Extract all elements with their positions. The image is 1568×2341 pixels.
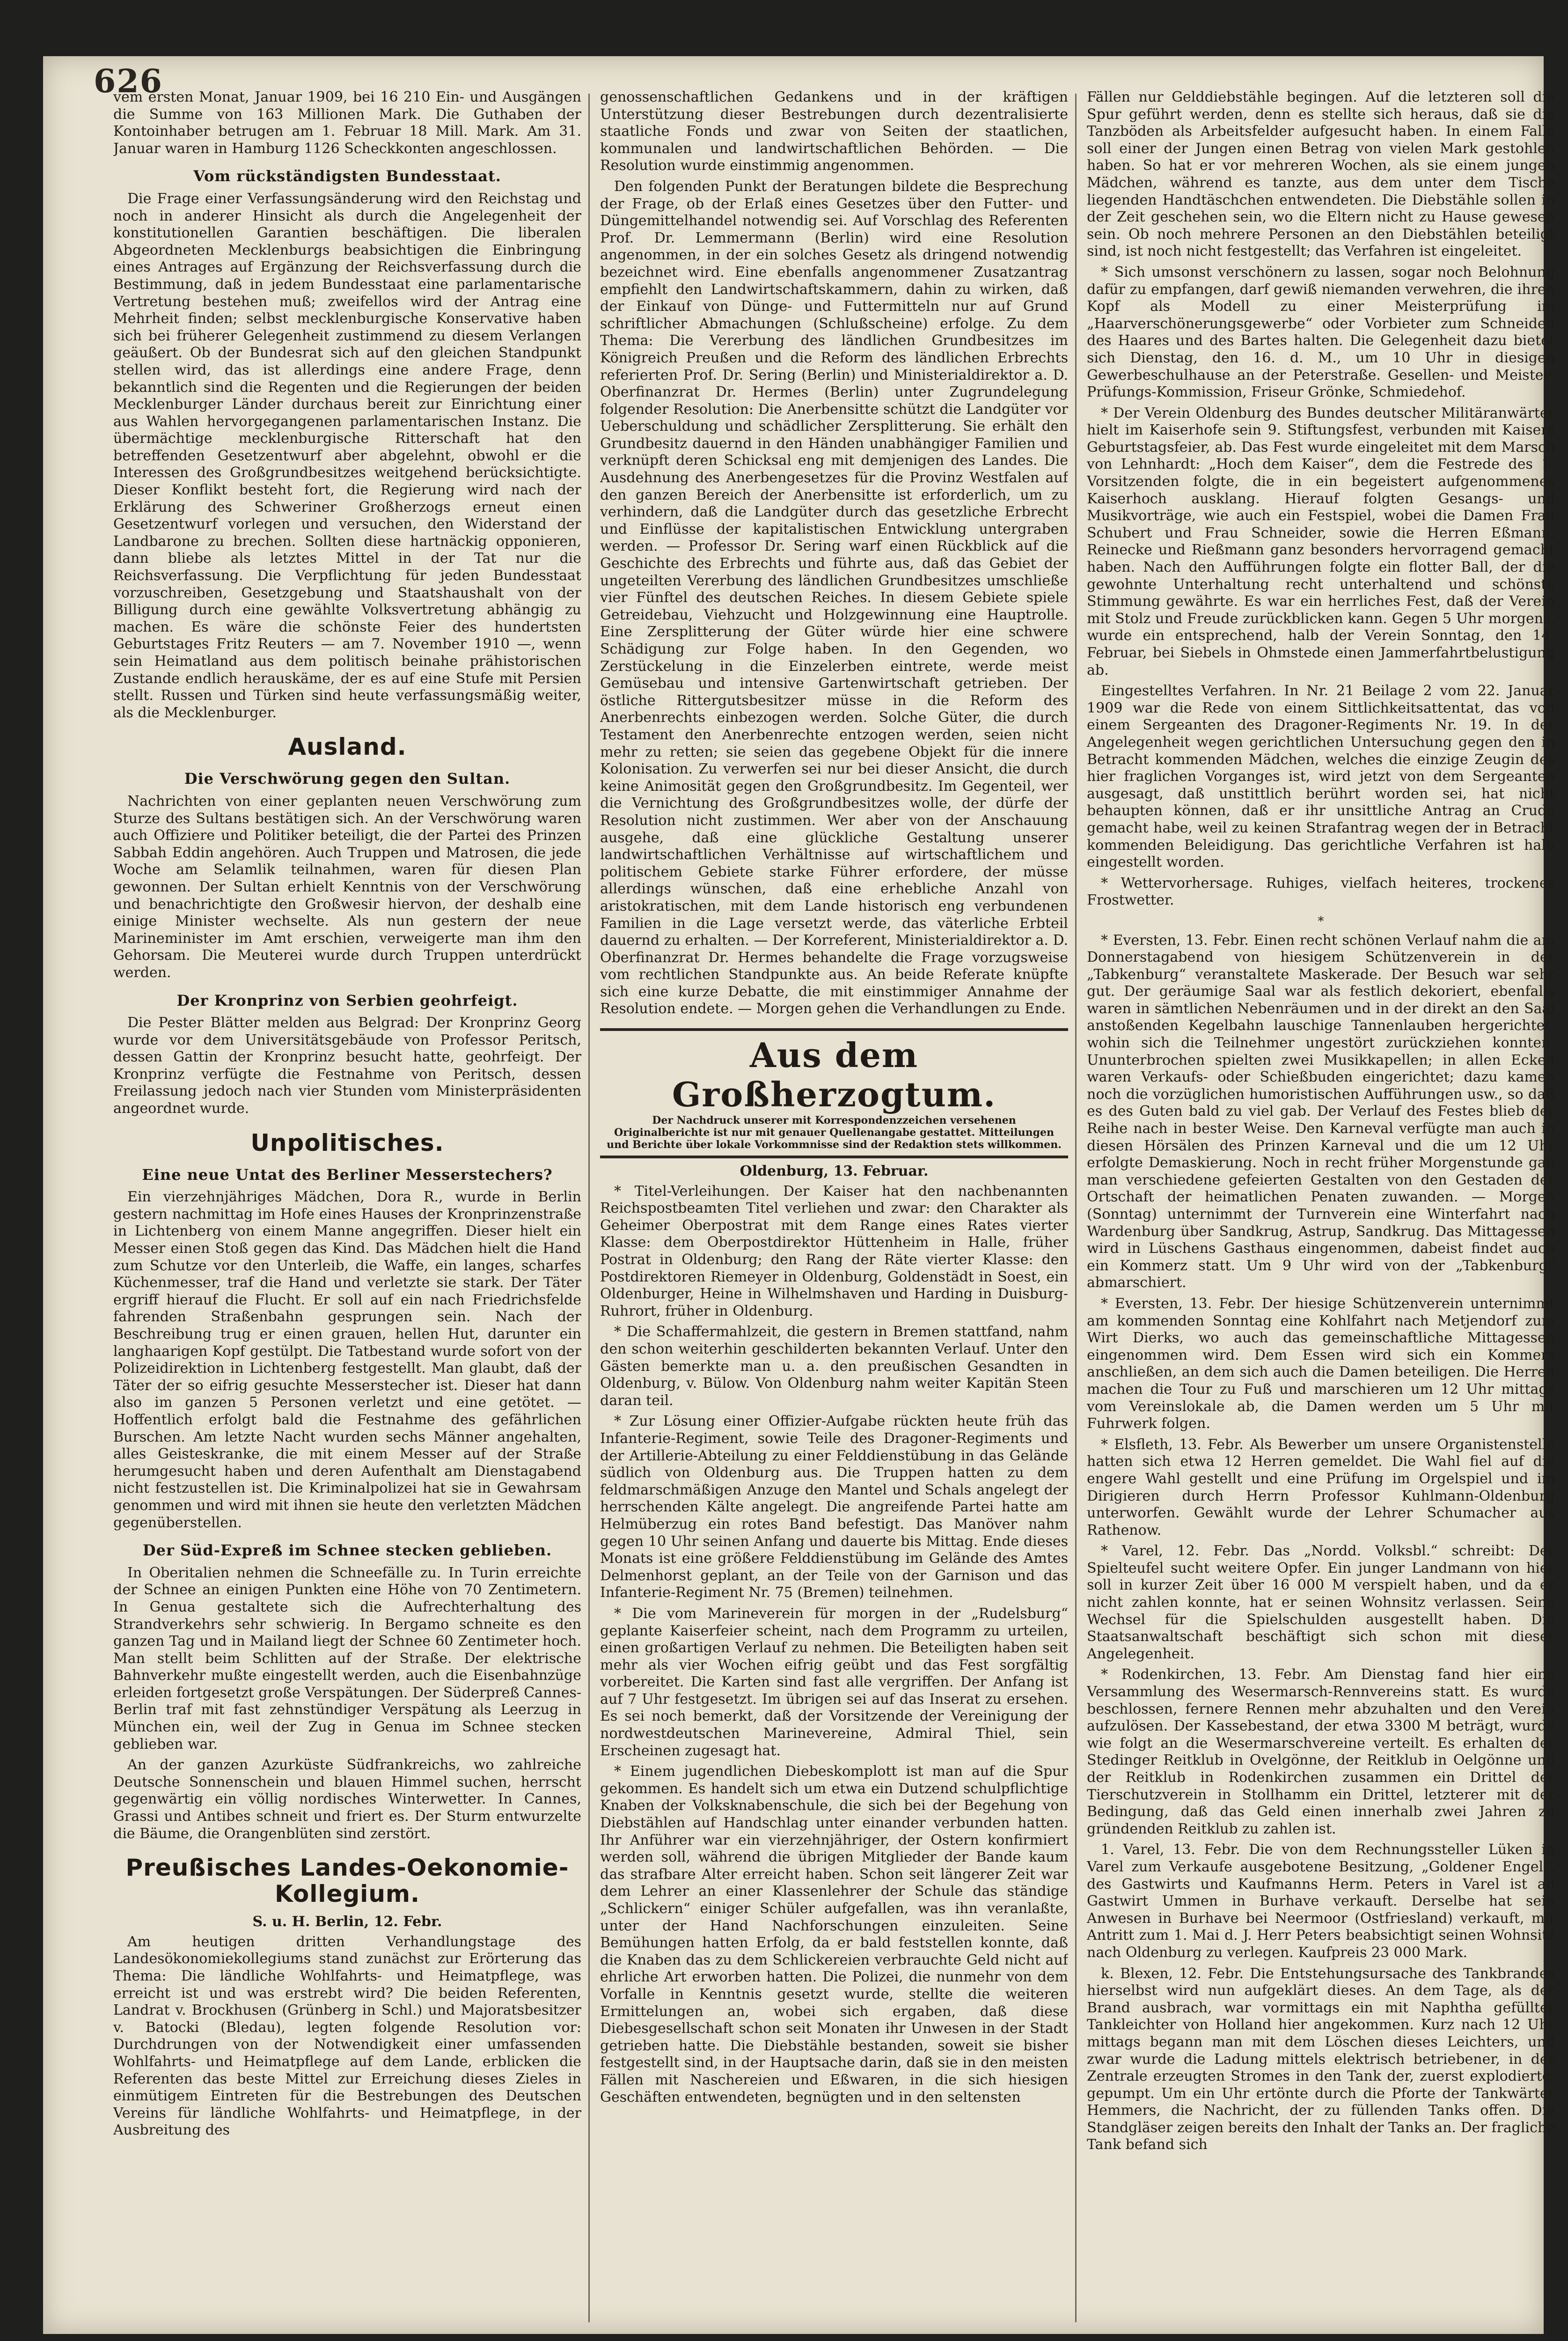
section-heading: Ausland.: [288, 733, 407, 761]
article-text: Am heutigen dritten Verhandlungstage des Landesökonomiekollegiums stand zunächst zur Erörterung das Thema: Die ländliche Wohlfahrts- und Heimatpflege, was erreicht ist und was erstrebt wird? Die beiden Referenten, Landrat v. Brockhusen (Grünberg in Schl.) und Majoratsbesitzer v. Batocki (Bledau), legten folgende Resolution vor: Durchdrungen von der Notwendigkeit einer umfassenden Wohlfahrts- und Heimatpflege auf dem Lande, erblicken die Referenten das beste Mittel zur Erreichung dieses Zieles in einmütigem Eintreten für die Bestrebungen des Deutschen Vereins für ländliche Wohlfahrts- und Heimatpflege, in der Ausbreitung des: [113, 1933, 581, 2139]
article-text: Nachrichten von einer geplanten neuen Verschwörung zum Sturze des Sultans bestätigen sich. An der Verschwörung waren auch Offiziere und Politiker beteiligt, die der Partei des Prinzen Sabbah Eddin angehören. Auch Truppen und Matrosen, die jede Woche am Selamlik teilnahmen, waren für diesen Plan gewonnen. Der Sultan erhielt Kenntnis von der Verschwörung und benachrichtigte den Großwesir hiervon, der deshalb eine einige Minister wechselte. Als nun gestern der neue Marineminister im Amt erschien, verweigerte man ihm den Gehorsam. Die Meuterei wurde durch Truppen unterdrückt werden.: [113, 793, 581, 981]
article-text: * Zur Lösung einer Offizier-Aufgabe rückten heute früh das Infanterie-Regiment, sowie Teile des Dragoner-Regiments und der Artillerie-Abteilung zu einer Felddienstübung in das Gelände südlich von Oldenburg aus. Die Truppen hatten zu dem feldmarschmäßigen Anzuge den Mantel und Schals angelegt der herrschenden Kälte angelegt. Die angreifende Partei hatte am Helmüberzug ein rotes Band befestigt. Das Manöver nahm gegen 10 Uhr seinen Anfang und dauerte bis Mittag. Ende dieses Monats ist eine größere Felddienstübung im Gelände des Amtes Delmenhorst geplant, an der Teile von der Garnison und das Infanterie-Regiment Nr. 75 (Bremen) teilnehmen.: [600, 1413, 1068, 1601]
page-number: 626: [94, 63, 163, 100]
article-text: * Rodenkirchen, 13. Febr. Am Dienstag fand hier eine Versammlung des Wesermarsch-Rennvereins statt. Es wurde beschlossen, fernere Rennen mehr abzuhalten und den Verein aufzulösen. Der Kassebestand, der etwa 3300 M beträgt, wurde wie folgt an die Wesermarschvereine verteilt. Es erhalten der Stedinger Reitklub in Ovelgönne, der Reitklub in Oelgönne und der Reitklub in Rodenkirchen zusammen ein Drittel der Tierschutzverein in Stollhamm ein Drittel, letzterer mit der Bedingung, daß das Geld einen innerhalb zwei Jahren zu gründenden Reitklub zu zahlen ist.: [1087, 1666, 1555, 1837]
article-text: * Sich umsonst verschönern zu lassen, sogar noch Belohnung dafür zu empfangen, darf gewiß niemanden verwehren, die ihren Kopf als Modell zu einer Meisterprüfung im „Haarverschönerungsgewerbe“ oder Vorbieter zum Schneiden des Haares und des Bartes halten. Die Gelegenheit dazu bietet sich Dienstag, den 16. d. M., um 10 Uhr in diesigen Gewerbeschulhause an der Peterstraße. Gesellen- und Meister-Prüfungs-Kommission, Friseur Grönke, Schmiedehof.: [1087, 264, 1555, 401]
article-text: 1. Varel, 13. Febr. Die von dem Rechnungssteller Lüken in Varel zum Verkaufe ausgebotene Besitzung, „Goldener Engel“, des Gastwirts und Kaufmanns Herm. Peters in Varel ist an Gastwirt Ummen in Burhave verkauft. Derselbe hat sein Anwesen in Burhave bei Neermoor (Ostfriesland) verkauft, mit Antritt zum 1. Mai d. J. Herr Peters beabsichtigt seinen Wohnsitz nach Oldenburg zu verlegen. Kaufpreis 23 000 Mark.: [1087, 1841, 1555, 1961]
regional-section-header: [600, 1028, 1068, 1158]
article-text: * Titel-Verleihungen. Der Kaiser hat den nachbenannten Reichspostbeamten Titel verliehen und zwar: den Charakter als Geheimer Oberpostrat mit dem Range eines Rates vierter Klasse: dem Oberpostdirektor Hüttenheim in Halle, früher Postrat in Oldenburg; den Rang der Räte vierter Klasse: den Postdirektoren Riemeyer in Oldenburg, Goldenstädt in Soest, ein Oldenburger, Heine in Wilhelmshaven und Harding in Duisburg-Ruhrort, früher in Oldenburg.: [600, 1183, 1068, 1319]
article-headline: Eine neue Untat des Berliner Messerstechers?: [142, 1165, 553, 1184]
article-text: In Oberitalien nehmen die Schneefälle zu. In Turin erreichte der Schnee an einigen Punkten eine Höhe von 70 Zentimetern. In Genua gestaltete sich die Aufrechterhaltung des Strandverkehrs sehr schwierig. In Bergamo schneite es den ganzen Tag und in Mailand liegt der Schnee 60 Zentimeter hoch. Man stellt beim Schlitten auf der Straße. Der elektrische Bahnverkehr mußte eingestellt werden, auch die Eisenbahnzüge erleiden fortgesetzt große Verspätungen. Der Süderpreß Cannes-Berlin traf mit fast zehnstündiger Verspätung als Leerzug in München ein, weil der Zug in Genua im Schnee stecken geblieben war.: [113, 1564, 581, 1752]
article-text: * Eversten, 13. Febr. Der hiesige Schützenverein unternimmt am kommenden Sonntag eine Kohlfahrt nach Metjendorf zum Wirt Dierks, wo auch das gemeinschaftliche Mittagessen eingenommen wird. Dem Essen wird sich ein Kommers anschließen, an dem sich auch die Damen beteiligen. Die Herren machen die Tour zu Fuß und marschieren um 12 Uhr mittags vom Vereinslokale ab, die Damen werden um 5 Uhr mit Fuhrwerk folgen.: [1087, 1295, 1555, 1432]
newspaper-page: [43, 56, 1555, 2334]
article-headline: Der Süd-Expreß im Schnee stecken geblieben.: [142, 1541, 552, 1560]
column-rule: [1075, 94, 1077, 2322]
column-2: [600, 89, 1068, 2322]
article-text: k. Blexen, 12. Febr. Die Entstehungsursache des Tankbrandes hierselbst wird nun aufgeklärt dieses. An dem Tage, als der Brand ausbrach, war vormittags ein mit Naphtha gefüllter Tankleichter von Holland hier angekommen. Kurz nach 12 Uhr mittags begann man mit dem Löschen dieses Leichters, und zwar wurde die Ladung mittels elektrisch betriebener, in der Zentrale erzeugten Stromes in den Tank der, zuerst explodierte, gepumpt. Um ein Uhr ertönte durch die Pforte der Tankwärter Hemmers, die Nachricht, der zu füllenden Tanks offen. Die Standgläser zeigen bereits den Inhalt der Tanks an. Der fragliche Tank befand sich: [1087, 1965, 1555, 2153]
section-heading: Aus dem Großherzogtum.: [672, 1035, 996, 1115]
article-text: Ein vierzehnjähriges Mädchen, Dora R., wurde in Berlin gestern nachmittag im Hofe eines Hauses der Kronprinzenstraße in Lichtenberg von einem Manne angegriffen. Dieser hielt ein Messer einen Stoß gegen das Kind. Das Mädchen hielt die Hand zum Schutze vor den Unterleib, die Waffe, ein langes, scharfes Küchenmesser, traf die Hand und verletzte sie stark. Der Täter ergriff hierauf die Flucht. Er soll auf ein nach Friedrichsfelde fahrenden Straßenbahn gesprungen sein. Nach der Beschreibung trug er einen grauen, hellen Hut, darunter ein langhaarigen Kopf gestülpt. Die Tatbestand wurde sofort von der Polizeidirektion in Lichtenberg festgestellt. Man glaubt, daß der Täter der so eifrig gesuchte Messerstecher ist. Dieser hat dann also im ganzen 5 Personen verletzt und eine getötet. — Hoffentlich erfolgt bald die Festnahme des gefährlichen Burschen. Am letzte Nacht wurden sechs Männer angehalten, alles Geisteskranke, die mit einem Messer auf der Straße herumgesucht haben und deren Aufenthalt am Dienstagabend nicht festzustellen ist. Die Kriminalpolizei hat sie in Gewahrsam genommen und wird mit ihnen sie heute den verletzten Mädchen gegenüberstellen.: [113, 1189, 581, 1531]
article-text: * Einem jugendlichen Diebeskomplott ist man auf die Spur gekommen. Es handelt sich um etwa ein Dutzend schulpflichtige Knaben der Volksknabenschule, die sich bei der Begehung von Diebstählen auf Handschlag unter einander verbunden hatten. Ihr Anführer war ein vierzehnjähriger, der Ostern konfirmiert werden soll, während die übrigen Mitglieder der Bande kaum das strafbare Alter erreicht haben. Schon seit längerer Zeit war dem Lehrer an einer Klassenlehrer der Schule das ständige „Schlickern“ einiger Schüler aufgefallen, was ihn veranlaßte, unter der Hand Nachforschungen einzuleiten. Seine Bemühungen hatten Erfolg, da er bald feststellen konnte, daß die Knaben das zu dem Schlickereien verbrauchte Geld nicht auf ehrliche Art erworben hatten. Die Polizei, die nunmehr von dem Vorfalle in Kenntnis gesetzt wurde, stellte die weiteren Ermittelungen an, wobei sich ergaben, daß diese Diebesgesellschaft schon seit Monaten ihr Unwesen in der Stadt getrieben hatte. Die Diebstähle bestanden, soweit sie bisher festgestellt sind, in der Hauptsache darin, daß sie in den meisten Fällen mit Naschereien und Eßwaren, in die sich hiesigen Geschäften entwendeten, begnügten und in den seltensten: [600, 1763, 1068, 2105]
section-heading: Unpolitisches.: [250, 1129, 444, 1156]
article-text: * Der Verein Oldenburg des Bundes deutscher Militäranwärter hielt im Kaiserhofe sein 9. Stiftungsfest, verbunden mit Kaisers Geburtstagsfeier, ab. Das Fest wurde eingeleitet mit dem Marsch von Lehnhardt: „Hoch dem Kaiser“, dem die Festrede des 1. Vorsitzenden folgte, die in ein begeistert aufgenommenes Kaiserhoch ausklang. Hierauf folgten Gesangs- und Musikvorträge, wie auch ein Festspiel, wobei die Damen Frau Schubert und Frau Schneider, sowie die Herren Eßmann, Reinecke und Rießmann ganz besonders hervorragend gemacht haben. Nach den Aufführungen folgte ein flotter Ball, der die gewohnte Unterhaltung recht unterhaltend und schönste Stimmung gewährte. Es war ein herrliches Fest, daß der Verein mit Stolz und Freude zurückblicken kann. Gegen 5 Uhr morgens, wurde ein entsprechend, halb der Verein Sonntag, den 14. Februar, bei Siebels in Ohmstede einen Jammerfahrtbelustigung ab.: [1087, 405, 1555, 678]
article-text: Den folgenden Punkt der Beratungen bildete die Besprechung der Frage, ob der Erlaß eines Gesetzes über den Futter- und Düngemittelhandel notwendig sei. Auf Vorschlag des Referenten Prof. Dr. Lemmermann (Berlin) wird eine Resolution angenommen, in der ein solches Gesetz als dringend notwendig bezeichnet wird. Eine ebenfalls angenommener Zusatzantrag empfiehlt den Landwirtschaftskammern, dahin zu wirken, daß der Einkauf von Dünge- und Futtermitteln nur auf Grund schriftlicher Abmachungen (Schlußscheine) erfolge. Zu dem Thema: Die Vererbung des ländlichen Grundbesitzes im Königreich Preußen und die Reform des ländlichen Erbrechts referierten Prof. Dr. Sering (Berlin) und Ministerialdirektor a. D. Oberfinanzrat Dr. Hermes (Berlin) unter Zugrundelegung folgender Resolution: Die Anerbensitte schützt die Landgüter vor Ueberschuldung und schädlicher Zersplitterung. Sie erhält den Grundbesitz dauernd in den Händen unabhängiger Familien und verknüpft deren Schicksal eng mit demjenigen des Landes. Die Ausdehnung des Anerbengesetzes für die Provinz Westfalen auf den ganzen Bereich der Anerbensitte ist erforderlich, um zu verhindern, daß die Landgüter durch das gesetzliche Erbrecht und Einflüsse der kapitalistischen Entwicklung untergraben werden. — Professor Dr. Sering warf einen Rückblick auf die Geschichte des Erbrechts und führte aus, daß das Gebiet der ungeteilten Vererbung des ländlichen Grundbesitzes umschließe vier Fünftel des deutschen Reiches. In diesem Gebiete spiele Getreidebau, Viehzucht und Holzgewinnung eine Hauptrolle. Eine Zersplitterung der Güter würde hier eine schwere Schädigung zur Folge haben. In den Gegenden, wo Zerstückelung in die Einzelerben eintrete, werde meist Gemüsebau und intensive Gartenwirtschaft getrieben. Der östliche Rittergutsbesitzer müsse in die Reform des Anerbenrechts einbezogen werden. Solche Güter, die durch Testament den Anerbenrechte entzogen werden, seien nicht mehr zu retten; sie seien das gegebene Objekt für die innere Kolonisation. Zu verwerfen sei nur bei dieser Ansicht, die durch keine Animosität gegen den Großgrundbesitz. Im Gegenteil, wer die Vernichtung des Großgrundbesitzes wolle, der dürfe der Resolution nicht zustimmen. Wer aber von der Anschauung ausgehe, daß eine glückliche Gestaltung unserer landwirtschaftlichen Verhältnisse auf wirtschaftlichem und politischem Gebiete starke Führer erfordere, der müsse allerdings wünschen, daß eine erhebliche Anzahl von aristokratischen, mit dem Lande historisch eng verbundenen Familien in die Lage versetzt werde, das väterliche Erbteil dauernd zu erhalten. — Der Korreferent, Ministerialdirektor a. D. Oberfinanzrat Dr. Hermes behandelte die Frage vorzugsweise vom rechtlichen Standpunkte aus. An beide Referate knüpfte sich eine kurze Debatte, die mit einstimmiger Annahme der Resolution endete. — Morgen gehen die Verhandlungen zu Ende.: [600, 178, 1068, 1017]
article-text: * Die vom Marineverein für morgen in der „Rudelsburg“ geplante Kaiserfeier scheint, nach dem Programm zu urteilen, einen großartigen Verlauf zu nehmen. Die Beteiligten haben seit mehr als vier Wochen eifrig geübt und das Fest sorgfältig vorbereitet. Die Karten sind fast alle vergriffen. Der Anfang ist auf 7 Uhr festgesetzt. Im übrigen sei auf das Inserat zu ersehen. Es sei noch bemerkt, daß der Vorsitzende der Vereinigung der nordwestdeutschen Marinevereine, Admiral Thiel, sein Erscheinen zugesagt hat.: [600, 1605, 1068, 1759]
article-text: Eingestelltes Verfahren. In Nr. 21 Beilage 2 vom 22. Januar 1909 war die Rede von einem Sittlichkeitsattentat, das von einem Sergeanten des Dragoner-Regiments Nr. 19. In der Angelegenheit wegen gerichtlichen Untersuchung gegen den in Betracht kommenden Mädchen, welches die einzige Zeugin des hier fraglichen Vorganges ist, wird jetzt von dem Sergeanten ausgesagt, daß unstittlich berührt worden sei, hat nicht behaupten können, daß er ihr unsittliche Antrag an Crude gemacht habe, weil zu keinen Strafantrag wegen der in Betracht kommenden Beleidigung. Das gerichtliche Verfahren ist halb eingestellt worden.: [1087, 683, 1555, 871]
column-rule: [588, 94, 590, 2322]
article-text: * Varel, 12. Febr. Das „Nordd. Volksbl.“ schreibt: Der Spielteufel sucht weitere Opfer. Ein junger Landmann von hier soll in kurzer Zeit über 16 000 M verspielt haben, und da er nicht zahlen konnte, hat er seinen Wohnsitz verlassen. Seine Wechsel für die Spielschulden ausgestellt haben. Die Staatsanwaltschaft beschäftigt sich schon mit dieser Angelegenheit.: [1087, 1543, 1555, 1662]
article-text: * Wettervorhersage. Ruhiges, vielfach heiteres, trockenes Frostwetter.: [1087, 875, 1555, 909]
article-text: An der ganzen Azurküste Südfrankreichs, wo zahlreiche Deutsche Sonnenschein und blauen Himmel suchen, herrscht gegenwärtig ein völlig nordisches Winterwetter. In Cannes, Grassi und Antibes schneit und friert es. Der Sturm entwurzelte die Bäume, die Orangenblüten sind zerstört.: [113, 1757, 581, 1842]
column-1: [113, 89, 581, 2322]
reprint-notice: Der Nachdruck unserer mit Korrespondenzzeichen versehenen Originalberichte ist nur mit genauer Quellenangabe gestattet. Mitteilungen und Berichte über lokale Vorkommnisse sind der Redaktion stets willkommen.: [607, 1114, 1062, 1151]
article-text: Die Pester Blätter melden aus Belgrad: Der Kronprinz Georg wurde vor dem Universitätsgebäude von Professor Peritsch, dessen Gattin der Kronprinz besucht hatte, geohrfeigt. Der Kronprinz verfügte die Festnahme von Peritsch, dessen Freilassung jedoch nach vier Stunden vom Ministerpräsidenten angeordnet wurde.: [113, 1015, 581, 1117]
section-heading: Preußisches Landes-Oekonomie-Kollegium.: [125, 1854, 569, 1908]
article-headline: Der Kronprinz von Serbien geohrfeigt.: [176, 991, 518, 1009]
article-headline: Vom rückständigsten Bundesstaat.: [193, 167, 501, 185]
article-text: vem ersten Monat, Januar 1909, bei 16 210 Ein- und Ausgängen die Summe von 163 Millionen Mark. Die Guthaben der Kontoinhaber betrugen am 1. Februar 18 Mill. Mark. Am 31. Januar waren in Hamburg 1126 Scheckkonten angeschlossen.: [113, 89, 581, 157]
article-text: Fällen nur Gelddiebstähle begingen. Auf die letzteren soll die Spur geführt werden, denn es stellte sich heraus, daß sie die Tanzböden als Arbeitsfelder aufgesucht haben. In einem Falle soll einer der Jungen einen Betrag von vielen Mark gestohlen haben. So hat er vor mehreren Wochen, als sie einem jungen Mädchen, während es tanzte, aus dem unter dem Tische liegenden Handtäschchen entwendeten. Die Diebstähle sollen in der Zeit geschehen sein, wo die Eltern nicht zu Hause gewesen sein. Ob noch mehrere Personen an den Diebstählen beteiligt sind, ist noch nicht festgestellt; das Verfahren ist eingeleitet.: [1087, 89, 1555, 260]
separator-star: *: [1318, 914, 1324, 928]
dateline: S. u. H. Berlin, 12. Febr.: [252, 1914, 442, 1930]
column-3: [1087, 89, 1555, 2322]
dateline: Oldenburg, 13. Februar.: [740, 1163, 929, 1180]
article-text: * Eversten, 13. Febr. Einen recht schönen Verlauf nahm die am Donnerstagabend von hiesigem Schützenverein in der „Tabkenburg“ veranstaltete Maskerade. Der Besuch war sehr gut. Der geräumige Saal war als festlich dekoriert, ebenfalls waren in sämtlichen Nebenräumen und in der direkt an den Saal anstoßenden Kegelbahn lauschige Tannenlauben hergerichtet, wohin sich die Teilnehmer ungestört zurückziehen konnten. Ununterbrochen spielten zwei Musikkapellen; in allen Ecken waren Verkaufs- oder Schießbuden eingerichtet; dazu kamen noch die vorzüglichen humoristischen Aufführungen usw., so daß es des Guten bald zu viel gab. Der Verlauf des Festes blieb der Reihe nach in bester Weise. Den Karneval verfügte man auch in diesen Hörsälen des Prinzen Karneval und die um 12 Uhr erfolgte Demaskierung. Noch in recht früher Morgenstunde gab man verschiedene gefeierten Gestalten von den Gestaden der Ortschaft der heimatlichen Penaten zuwanden. — Morgen (Sonntag) unternimmt der Turnverein eine Winterfahrt nach Wardenburg über Sandkrug, Astrup, Sandkrug. Das Mittagessen wird in Lüschens Gasthaus eingenommen, dabeist findet auch ein Kommerz statt. Um 9 Uhr wird von der „Tabkenburg“ abmarschiert.: [1087, 932, 1555, 1291]
article-text: * Elsfleth, 13. Febr. Als Bewerber um unsere Organistenstelle hatten sich etwa 12 Herren gemeldet. Die Wahl fiel auf die engere Wahl gestellt und eine Prüfung im Orgelspiel und im Dirigieren durch Herrn Professor Kuhlmann-Oldenburg unterworfen. Gewählt wurde der Lehrer Schumacher aus Rathenow.: [1087, 1436, 1555, 1539]
article-text: Die Frage einer Verfassungsänderung wird den Reichstag und noch in anderer Hinsicht als durch die Angelegenheit der konstitutionellen Garantien beschäftigen. Die liberalen Abgeordneten Mecklenburgs beabsichtigen die Einbringung eines Antrages auf Ergänzung der Reichsverfassung durch die Bestimmung, daß in jedem Bundesstaat eine parlamentarische Vertretung bestehen muß; zweifellos wird der Antrag eine Mehrheit finden; selbst mecklenburgische Konservative haben sich bei früherer Gelegenheit zustimmend zu diesem Verlangen geäußert. Ob der Bundesrat sich auf den gleichen Standpunkt stellen wird, das ist allerdings eine andere Frage, denn bekanntlich sind die Regenten und die Regierungen der beiden Mecklenburger Länder durchaus bereit zur Einrichtung einer aus Wahlen hervorgegangenen parlamentarischen Instanz. Die übermächtige mecklenburgische Ritterschaft hat den betreffenden Gesetzentwurf aber abgelehnt, obwohl er die Interessen des Großgrundbesitzes weitgehend berücksichtigte. Dieser Konflikt besteht fort, die Regierung wird nach der Erklärung des Schweriner Großherzogs erneut einen Gesetzentwurf vorlegen und versuchen, den Widerstand der Landbarone zu brechen. Sollten diese hartnäckig opponieren, dann bliebe als letztes Mittel in der Tat nur die Reichsverfassung. Die Verpflichtung für jeden Bundesstaat vorzuschreiben, Gesetzgebung und Staatshaushalt von der Billigung durch eine gewählte Volksvertretung abhängig zu machen. Es wäre die schönste Feier des hundertsten Geburtstages Fritz Reuters — am 7. November 1910 —, wenn sein Heimatland aus dem politisch beinahe prähistorischen Zustande endlich herauskäme, der es auf eine Stufe mit Persien stellt. Russen und Türken sind heute verfassungsmäßig weiter, als die Mecklenburger.: [113, 190, 581, 721]
article-headline: Die Verschwörung gegen den Sultan.: [184, 770, 511, 788]
article-text: * Die Schaffermahlzeit, die gestern in Bremen stattfand, nahm den schon weiterhin geschilderten bekannten Verlauf. Unter den Gästen bemerkte man u. a. den preußischen Gesandten in Oldenburg, v. Bülow. Von Oldenburg nahm weiter Kapitän Steen daran teil.: [600, 1324, 1068, 1409]
article-text: genossenschaftlichen Gedankens und in der kräftigen Unterstützung dieser Bestrebungen durch dezentralisierte staatliche Fonds und zwar von Seiten der staatlichen, kommunalen und landwirtschaftlichen Behörden. — Die Resolution wurde einstimmig angenommen.: [600, 89, 1068, 174]
